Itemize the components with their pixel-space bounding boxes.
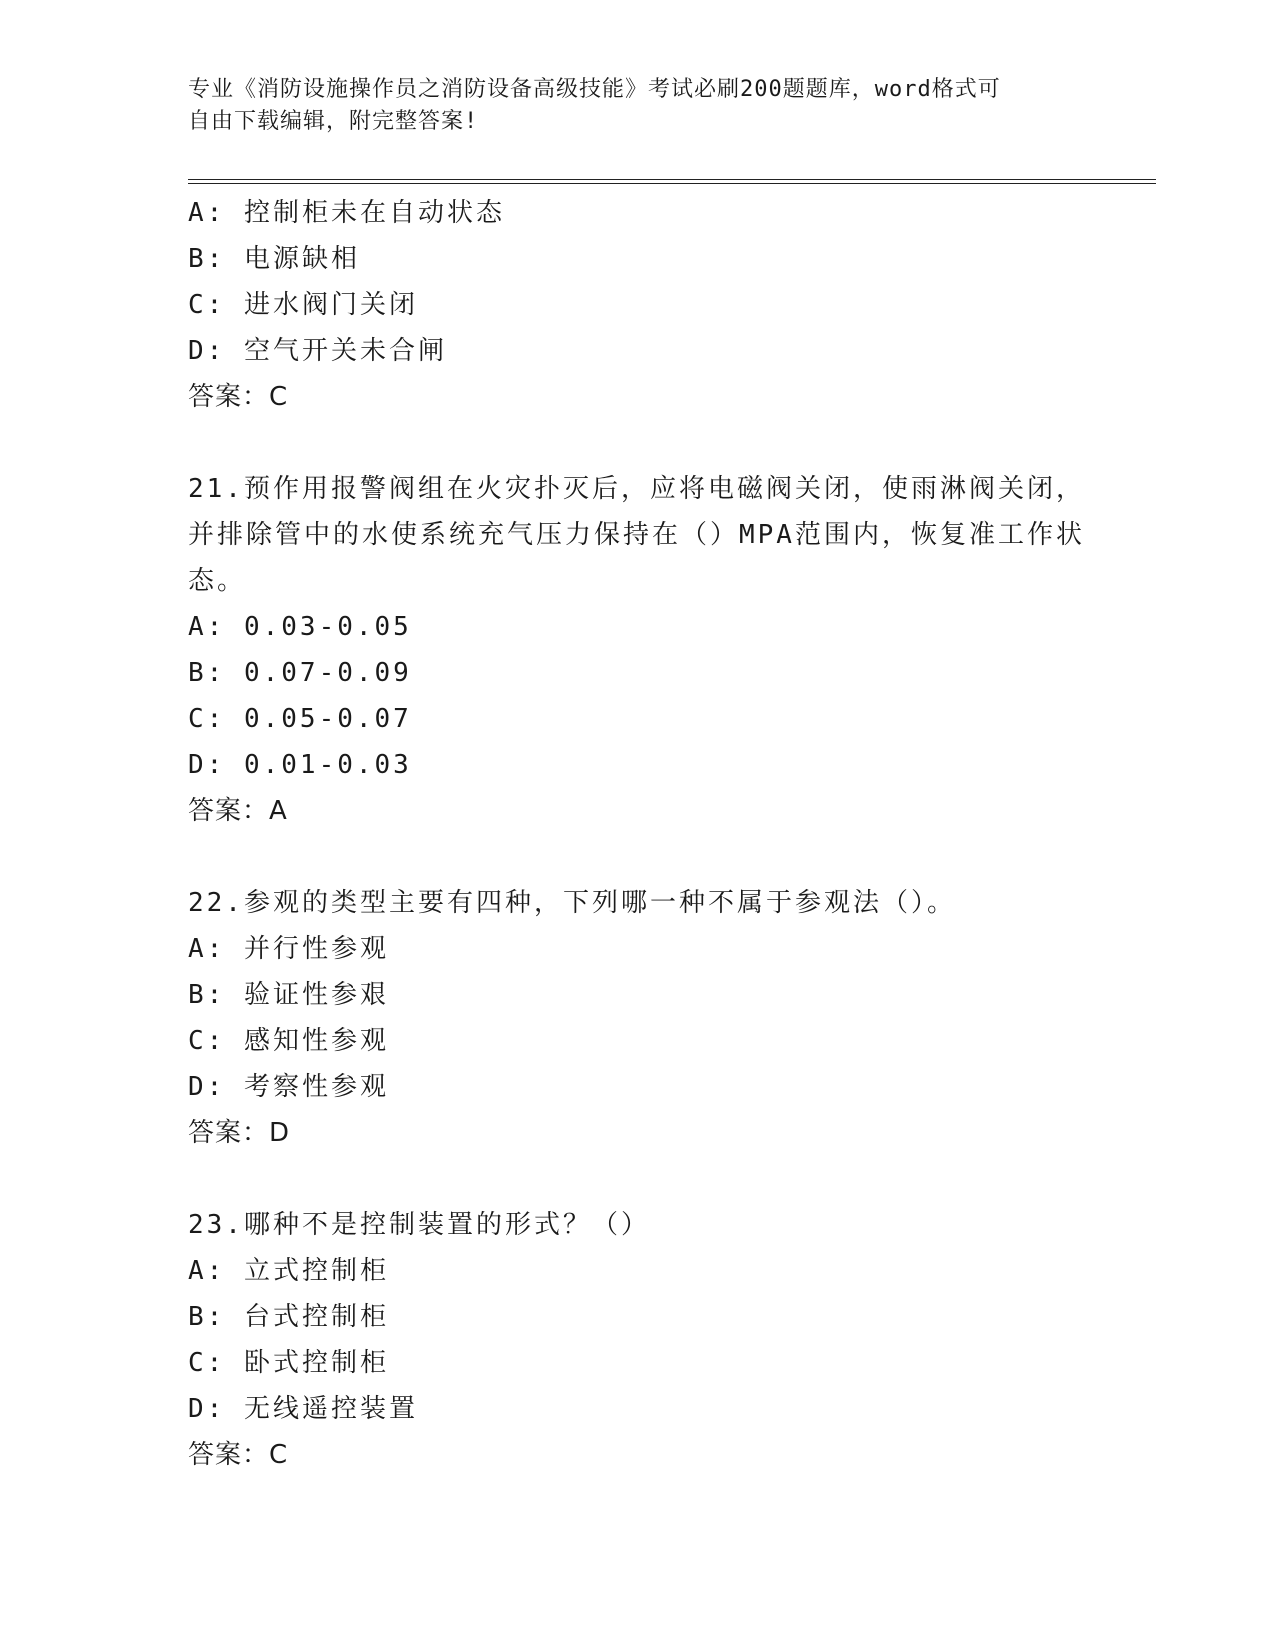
header-divider-top — [188, 179, 1156, 180]
option-a: A: 立式控制柜 — [188, 1256, 389, 1286]
question-stem-line-2: 并排除管中的水使系统充气压力保持在（）MPA范围内，恢复准工作状 — [188, 520, 1085, 550]
header-line-1: 专业《消防设施操作员之消防设备高级技能》考试必刷200题题库，word格式可 — [188, 77, 1001, 102]
document-body — [188, 190, 1088, 1478]
option-c: C: 进水阀门关闭 — [188, 290, 418, 320]
option-b: B: 验证性参艰 — [188, 980, 389, 1010]
question-stem: 22.参观的类型主要有四种，下列哪一种不属于参观法（）。 — [188, 888, 956, 918]
option-c: C: 感知性参观 — [188, 1026, 389, 1056]
answer-line: 答案：A — [188, 796, 288, 826]
spacer — [188, 834, 1088, 880]
answer-line: 答案：C — [188, 382, 289, 412]
option-a: A: 控制柜未在自动状态 — [188, 198, 505, 228]
question-stem-line-1: 21.预作用报警阀组在火灾扑灭后，应将电磁阀关闭，使雨淋阀关闭， — [188, 474, 1085, 504]
spacer — [188, 1156, 1088, 1202]
question-stem: 23.哪种不是控制装置的形式？（） — [188, 1210, 650, 1240]
option-b: B: 0.07-0.09 — [188, 658, 412, 688]
option-c: C: 0.05-0.07 — [188, 704, 412, 734]
option-d: D: 0.01-0.03 — [188, 750, 412, 780]
question-23 — [188, 1202, 1088, 1478]
option-d: D: 考察性参观 — [188, 1072, 389, 1102]
spacer — [188, 420, 1088, 466]
answer-line: 答案：C — [188, 1440, 289, 1470]
question-stem-line-3: 态。 — [188, 566, 247, 596]
option-a: A: 并行性参观 — [188, 934, 389, 964]
answer-line: 答案：D — [188, 1118, 291, 1148]
question-21 — [188, 466, 1088, 834]
question-20 — [188, 190, 1088, 420]
option-b: B: 台式控制柜 — [188, 1302, 389, 1332]
option-d: D: 无线遥控装置 — [188, 1394, 418, 1424]
option-a: A: 0.03-0.05 — [188, 612, 412, 642]
header-line-2: 自由下载编辑，附完整答案! — [188, 109, 479, 134]
option-b: B: 电源缺相 — [188, 244, 360, 274]
document-header — [188, 74, 1088, 138]
option-c: C: 卧式控制柜 — [188, 1348, 389, 1378]
header-divider-bottom — [188, 183, 1156, 184]
option-d: D: 空气开关未合闸 — [188, 336, 447, 366]
question-22 — [188, 880, 1088, 1156]
